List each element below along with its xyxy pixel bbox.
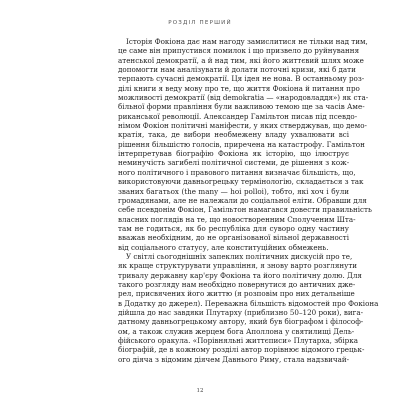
text-line: інтерпретував біографію Фокіона як історію, що ілюструє: [118, 149, 349, 159]
body-text: [118, 37, 379, 364]
text-line: можливості демократії (від demokratia — «народовладдя») як ста-: [118, 93, 369, 103]
text-line: датному давньогрецькому автору, який був біографом і філософ-: [118, 317, 364, 327]
text-line: більної форми правління були важливою темою ще за часів Аме-: [118, 102, 365, 112]
text-line: як краще структурувати управління, я знову варто розглянути: [118, 261, 358, 271]
text-line: рішення більшістю голосів, приречена на катастрофу. Гамільтон: [118, 139, 365, 149]
text-line: німом Фокіон політичні маніфести, у яких стверджував, що демо-: [118, 121, 367, 131]
text-line: вважав необхідним, до не організованої вільної державності: [118, 233, 349, 243]
paragraph: [118, 251, 379, 364]
text-line: атенської демократії, а й над тим, які його життєвий шлях може: [118, 55, 364, 65]
text-line: кратія, така, де вибори необмежену владу ухвалювати всі: [118, 130, 349, 140]
page-number: 12: [196, 388, 204, 394]
text-line: неминучість загибелі політичної системи, де рішення з кож-: [118, 158, 350, 168]
text-line: рел, присвячених його життю (я розповім про них детальніше: [118, 289, 355, 299]
text-line: такого розгляду нам необхідно повернутися до античних дже-: [118, 279, 356, 289]
text-line: там не годиться, як бо республіка для суворо одну частину: [118, 223, 349, 233]
text-line: званих багатьох (the many — hoi polloi), тобто, які хоч і були: [118, 186, 349, 196]
text-line: Історія Фокіона дає нам нагоду замислитися не тільки над тим,: [126, 37, 368, 46]
text-line: тривалу державну кар'єру Фокіона та його політичну долю. Для: [118, 270, 362, 280]
text-line: в Додатку до джерел). Переважна більшість відомостей про Фокіона: [118, 298, 379, 308]
text-line: ділі книги я веду мову про те, що життя Фокіона й питання про: [118, 83, 360, 93]
paragraph: [118, 37, 372, 252]
text-line: фійського оракула. «Порівняльні життєписи» Плутарха, збірка: [118, 336, 358, 345]
text-line: це саме він припустився помилок і що призвело до руйнування: [118, 46, 360, 56]
text-line: від соціального статусу, але конституційних обмежень.: [118, 242, 329, 252]
text-line: себе псевдонім Фокіон, Гамільтон намагався довести правильність: [118, 205, 372, 215]
text-line: У світлі сьогоднішніх запеклих політичних дискусій про те,: [126, 251, 353, 261]
text-line: ого діяча з відомим діячем Давнього Риму, стала надзвичай-: [118, 354, 350, 364]
text-line: терпають сучасні демократії. Ця ідея не нова. В останньому роз-: [118, 74, 365, 84]
text-line: використовуючи давньогрецьку термінологію, складається з так: [118, 177, 364, 187]
text-line: біографій, де в кожному розділі автор порівнює відомого грецьк-: [118, 345, 365, 355]
text-line: ом, а також служив жерцем бога Аполлона у святилищі Дель-: [118, 326, 355, 336]
text-line: дійшла до нас завдяки Плутарху (приблизно 50–120 роки), вига-: [118, 307, 364, 317]
text-line: допомогти нам аналізувати й долати поточні кризи, які б дати: [118, 65, 356, 75]
text-line: ного політичного і правового питання визначає більшість, що,: [118, 167, 356, 177]
text-line: риканської революції. Александер Гамільтон писав під псевдо-: [118, 111, 358, 121]
running-head: РОЗДІЛ ПЕРШИЙ: [168, 20, 232, 26]
text-line: власних поглядів на те, що новостворенним Сполученим Шта-: [118, 214, 356, 224]
text-line: громадянами, але не належали до соціальної еліти. Обравши для: [118, 195, 367, 205]
